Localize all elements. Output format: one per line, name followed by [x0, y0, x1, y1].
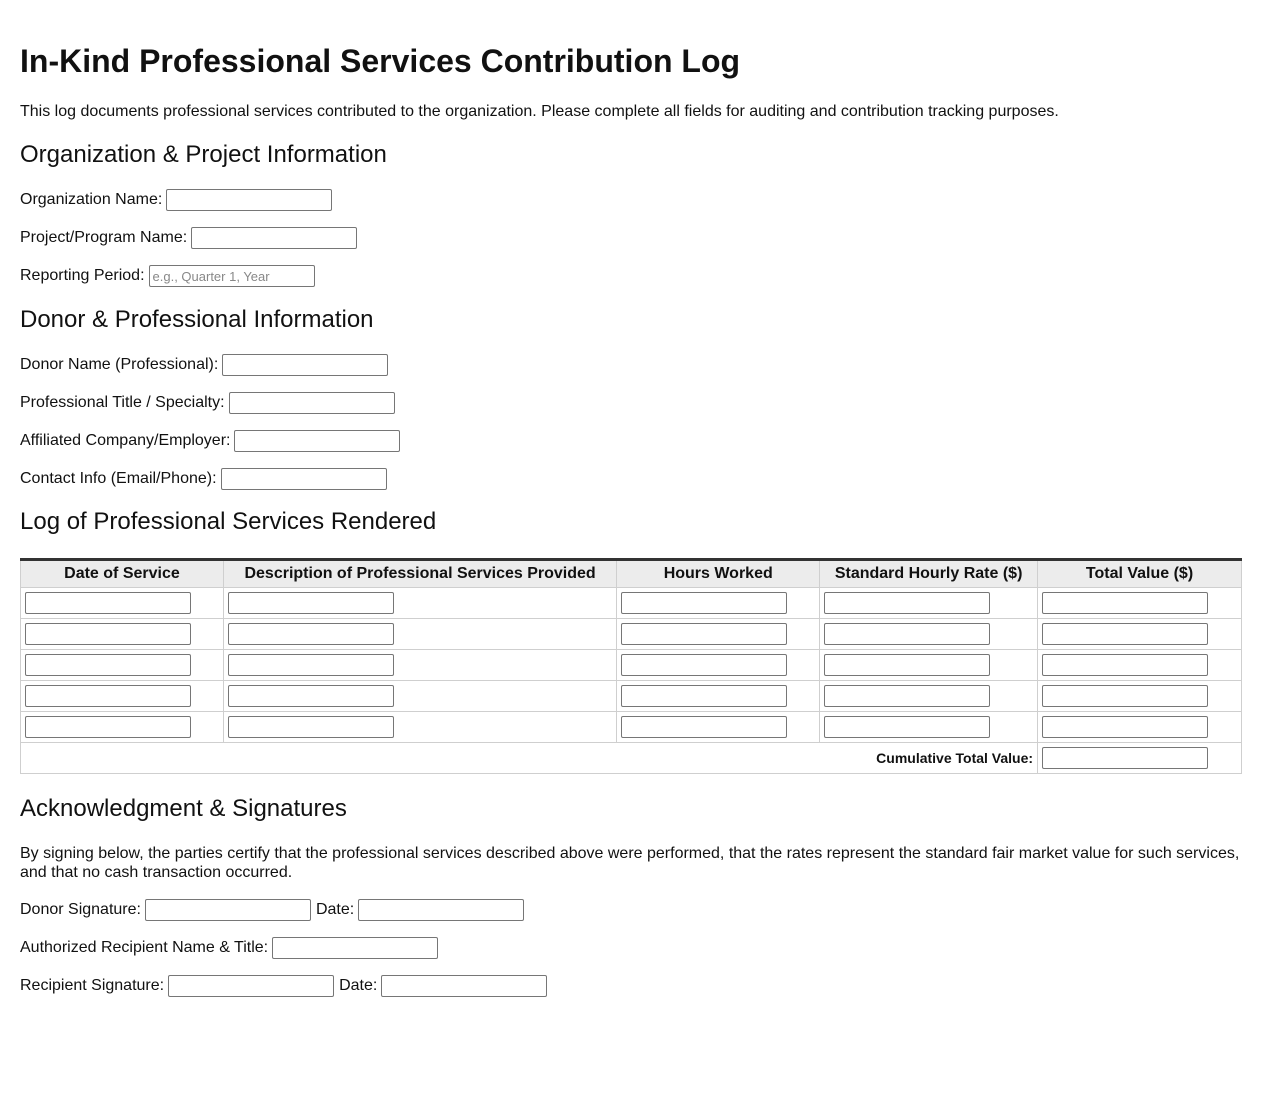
ack-text: By signing below, the parties certify that the professional services described above were performed, that the rates represent the standard fair market value for such services, and that no cash transaction occurred. [20, 845, 1240, 881]
log-section-heading: Log of Professional Services Rendered [20, 508, 437, 535]
donor-signature-input[interactable] [145, 899, 311, 921]
recipient-signature-input[interactable] [168, 975, 334, 997]
total-cell-input[interactable] [1042, 592, 1208, 614]
table-body [21, 588, 1242, 774]
recipient-signature-row [20, 975, 1242, 997]
prof-title-input[interactable] [229, 392, 395, 414]
prof-title-label: Professional Title / Specialty: [20, 394, 225, 411]
log-section [20, 508, 1242, 774]
intro-text: This log documents professional services contributed to the organization. Please complete all fields for auditing and contribution tracking purposes. [20, 103, 1059, 120]
total-cell-input[interactable] [1042, 654, 1208, 676]
ack-section [20, 795, 1242, 997]
hours-cell-input[interactable] [621, 685, 787, 707]
donor-name-input[interactable] [222, 354, 388, 376]
project-label: Project/Program Name: [20, 229, 188, 246]
prof-title-row [20, 392, 1242, 414]
period-label: Reporting Period: [20, 267, 145, 284]
total-cell-input[interactable] [1042, 685, 1208, 707]
recipient-signature-label: Recipient Signature: [20, 977, 165, 994]
donor-date-input[interactable] [358, 899, 524, 921]
date-cell-input[interactable] [25, 654, 191, 676]
services-table [20, 558, 1242, 774]
table-header-row [21, 560, 1242, 588]
description-cell-input[interactable] [228, 685, 394, 707]
cumulative-total-row [21, 743, 1242, 774]
hours-cell-input[interactable] [621, 716, 787, 738]
description-cell-input[interactable] [228, 654, 394, 676]
description-cell-input[interactable] [228, 716, 394, 738]
donor-signature-label: Donor Signature: [20, 901, 141, 918]
period-row [20, 265, 1242, 287]
date-cell-input[interactable] [25, 685, 191, 707]
org-name-label: Organization Name: [20, 191, 163, 208]
rate-cell-input[interactable] [824, 623, 990, 645]
date-cell-input[interactable] [25, 592, 191, 614]
org-name-row [20, 189, 1242, 211]
hours-cell-input[interactable] [621, 592, 787, 614]
date-cell-input[interactable] [25, 623, 191, 645]
ack-section-heading: Acknowledgment & Signatures [20, 795, 347, 822]
donor-name-label: Donor Name (Professional): [20, 356, 219, 373]
company-input[interactable] [234, 430, 400, 452]
donor-section-heading: Donor & Professional Information [20, 306, 374, 333]
recipient-date-input[interactable] [381, 975, 547, 997]
donor-signature-row [20, 899, 1242, 921]
table-row [21, 681, 1242, 712]
org-section [20, 141, 1242, 287]
rate-cell-input[interactable] [824, 654, 990, 676]
org-name-input[interactable] [166, 189, 332, 211]
table-row [21, 619, 1242, 650]
col-header-rate: Standard Hourly Rate ($) [820, 560, 1038, 588]
rate-cell-input[interactable] [824, 716, 990, 738]
recipient-name-label: Authorized Recipient Name & Title: [20, 939, 269, 956]
project-input[interactable] [191, 227, 357, 249]
contact-row [20, 468, 1242, 490]
donor-name-row [20, 354, 1242, 376]
hours-cell-input[interactable] [621, 623, 787, 645]
recipient-name-input[interactable] [272, 937, 438, 959]
contact-input[interactable] [221, 468, 387, 490]
recipient-date-label: Date: [339, 977, 378, 994]
donor-section [20, 306, 1242, 490]
company-row [20, 430, 1242, 452]
company-label: Affiliated Company/Employer: [20, 432, 231, 449]
donor-date-label: Date: [315, 901, 355, 918]
table-row [21, 712, 1242, 743]
table-row [21, 588, 1242, 619]
cumulative-total-input[interactable] [1042, 747, 1208, 769]
project-row [20, 227, 1242, 249]
recipient-name-row [20, 937, 1242, 959]
rate-cell-input[interactable] [824, 592, 990, 614]
date-cell-input[interactable] [25, 716, 191, 738]
page-title: In-Kind Professional Services Contribution Log [20, 43, 741, 79]
description-cell-input[interactable] [228, 623, 394, 645]
col-header-description: Description of Professional Services Provided [223, 560, 616, 588]
col-header-hours: Hours Worked [617, 560, 820, 588]
total-cell-input[interactable] [1042, 716, 1208, 738]
total-cell-input[interactable] [1042, 623, 1208, 645]
period-input[interactable] [149, 265, 315, 287]
description-cell-input[interactable] [228, 592, 394, 614]
rate-cell-input[interactable] [824, 685, 990, 707]
org-section-heading: Organization & Project Information [20, 141, 387, 168]
hours-cell-input[interactable] [621, 654, 787, 676]
col-header-date: Date of Service [21, 560, 224, 588]
col-header-total: Total Value ($) [1038, 560, 1242, 588]
contact-label: Contact Info (Email/Phone): [20, 470, 217, 487]
cumulative-total-label: Cumulative Total Value: [21, 743, 1038, 774]
table-row [21, 650, 1242, 681]
